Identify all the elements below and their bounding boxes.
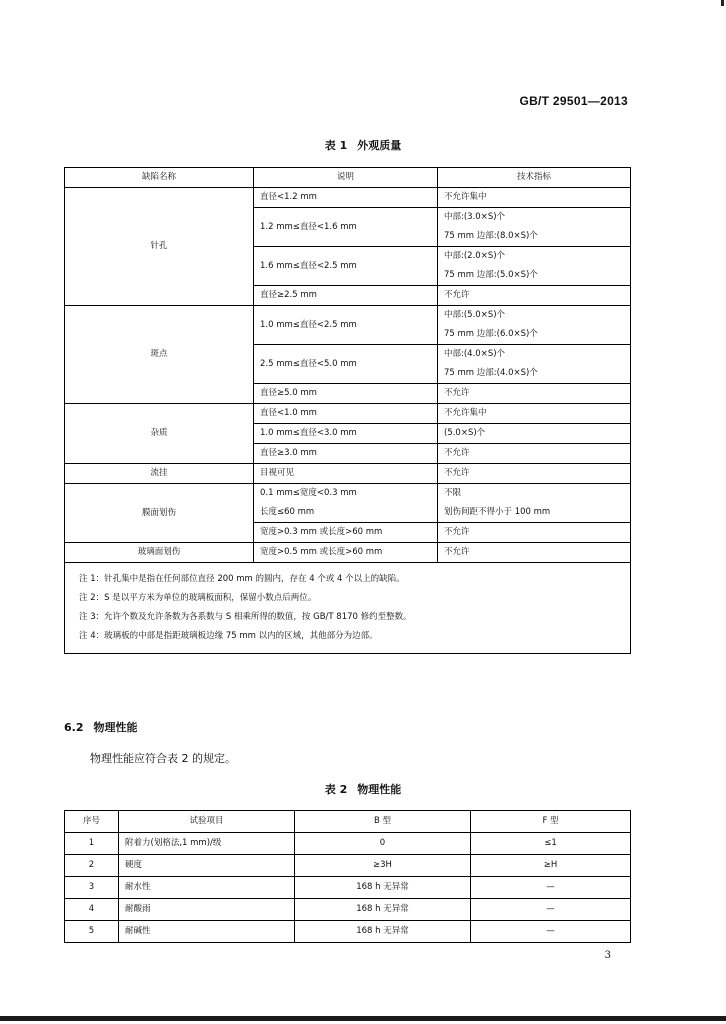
- seq-cell: 5: [65, 921, 119, 943]
- col-header-seq: 序号: [65, 811, 119, 833]
- description-cell: 直径≥3.0 mm: [254, 444, 438, 464]
- defect-name-cell: 膜面划伤: [65, 484, 254, 543]
- spec-line: 中部:(3.0×S)个: [444, 212, 506, 222]
- type-f-cell: ≥H: [471, 855, 631, 877]
- test-item-cell: 耐碱性: [119, 921, 295, 943]
- col-header-type-f: F 型: [471, 811, 631, 833]
- table-row: [65, 464, 631, 484]
- corner-scan-mark: [721, 0, 724, 6]
- description-cell: 直径≥2.5 mm: [254, 286, 438, 306]
- description-cell: [254, 484, 438, 523]
- col-header-type-b: B 型: [295, 811, 471, 833]
- defect-name-cell: 针孔: [65, 188, 254, 306]
- spec-cell: 不允许: [438, 384, 631, 404]
- section-heading: [64, 719, 138, 735]
- bottom-scan-border: [0, 1016, 726, 1021]
- section-number: 6.2: [64, 721, 84, 734]
- col-header-test-item: 试验项目: [119, 811, 295, 833]
- seq-cell: 4: [65, 899, 119, 921]
- spec-line: 中部:(5.0×S)个: [444, 310, 506, 320]
- seq-cell: 1: [65, 833, 119, 855]
- col-header-description: 说明: [254, 168, 438, 188]
- spec-cell: (5.0×S)个: [438, 424, 631, 444]
- spec-line: 中部:(4.0×S)个: [444, 349, 506, 359]
- spec-cell: 不允许: [438, 286, 631, 306]
- spec-line: 75 mm 边部:(5.0×S)个: [444, 270, 538, 280]
- spec-cell: [438, 484, 631, 523]
- table1-caption-title: 外观质量: [357, 139, 402, 152]
- spec-cell: [438, 306, 631, 345]
- description-cell: 1.0 mm≤直径<2.5 mm: [254, 306, 438, 345]
- table-notes-row: [65, 563, 631, 654]
- type-f-cell: —: [471, 899, 631, 921]
- table-row: [65, 306, 631, 345]
- col-header-spec: 技术指标: [438, 168, 631, 188]
- table-row: [65, 484, 631, 523]
- test-item-cell: 耐水性: [119, 877, 295, 899]
- test-item-cell: 附着力(划格法,1 mm)/级: [119, 833, 295, 855]
- table-note: 注 1：针孔集中是指在任何部位直径 200 mm 的圆内，存在 4 个或 4 个以上的缺陷。: [79, 574, 405, 584]
- type-b-cell: 0: [295, 833, 471, 855]
- table-row: [65, 833, 631, 855]
- table-row: [65, 188, 631, 208]
- defect-name-cell: 杂质: [65, 404, 254, 464]
- spec-cell: 不允许集中: [438, 188, 631, 208]
- table-row: [65, 899, 631, 921]
- table-notes: [65, 563, 631, 654]
- seq-cell: 3: [65, 877, 119, 899]
- table-note: 注 2：S 是以平方米为单位的玻璃板面积，保留小数点后两位。: [79, 593, 317, 603]
- appearance-quality-table: [64, 167, 631, 654]
- description-cell: 直径<1.2 mm: [254, 188, 438, 208]
- table1-caption: [0, 137, 726, 153]
- table-header-row: [65, 168, 631, 188]
- table2-caption: [0, 781, 726, 797]
- type-f-cell: ≤1: [471, 833, 631, 855]
- table2-caption-title: 物理性能: [357, 783, 402, 796]
- description-cell: 2.5 mm≤直径<5.0 mm: [254, 345, 438, 384]
- spec-line: 75 mm 边部:(8.0×S)个: [444, 231, 538, 241]
- type-f-cell: —: [471, 921, 631, 943]
- col-header-defect-name: 缺陷名称: [65, 168, 254, 188]
- table-row: [65, 877, 631, 899]
- physical-properties-table: [64, 810, 631, 943]
- description-cell: 目视可见: [254, 464, 438, 484]
- table-row: [65, 921, 631, 943]
- table-row: [65, 855, 631, 877]
- spec-cell: 不允许: [438, 543, 631, 563]
- type-b-cell: ≥3H: [295, 855, 471, 877]
- spec-cell: [438, 345, 631, 384]
- spec-cell: 不允许: [438, 444, 631, 464]
- spec-line: 不限: [444, 488, 462, 498]
- type-b-cell: 168 h 无异常: [295, 921, 471, 943]
- spec-cell: 不允许集中: [438, 404, 631, 424]
- test-item-cell: 耐酸雨: [119, 899, 295, 921]
- spec-line: 划伤间距不得小于 100 mm: [444, 507, 551, 517]
- description-cell: 直径<1.0 mm: [254, 404, 438, 424]
- section-paragraph: 物理性能应符合表 2 的规定。: [90, 752, 236, 765]
- table1-caption-number: 表 1: [324, 139, 348, 152]
- spec-cell: 不允许: [438, 464, 631, 484]
- spec-cell: 不允许: [438, 523, 631, 543]
- seq-cell: 2: [65, 855, 119, 877]
- table-note: 注 4：玻璃板的中部是指距玻璃板边缘 75 mm 以内的区域，其他部分为边部。: [79, 631, 378, 641]
- defect-name-cell: 玻璃面划伤: [65, 543, 254, 563]
- type-b-cell: 168 h 无异常: [295, 877, 471, 899]
- description-cell: 1.2 mm≤直径<1.6 mm: [254, 208, 438, 247]
- description-line: 0.1 mm≤宽度<0.3 mm: [260, 488, 357, 498]
- standard-code: GB/T 29501—2013: [519, 94, 628, 108]
- spec-cell: [438, 247, 631, 286]
- table2-caption-number: 表 2: [324, 783, 348, 796]
- type-b-cell: 168 h 无异常: [295, 899, 471, 921]
- test-item-cell: 硬度: [119, 855, 295, 877]
- defect-name-cell: 斑点: [65, 306, 254, 404]
- description-cell: 1.6 mm≤直径<2.5 mm: [254, 247, 438, 286]
- description-cell: 1.0 mm≤直径<3.0 mm: [254, 424, 438, 444]
- description-cell: 直径≥5.0 mm: [254, 384, 438, 404]
- type-f-cell: —: [471, 877, 631, 899]
- description-cell: 宽度>0.5 mm 或长度>60 mm: [254, 543, 438, 563]
- description-line: 长度≤60 mm: [260, 507, 315, 517]
- table-note: 注 3：允许个数及允许条数为各系数与 S 相乘所得的数值，按 GB/T 8170 修约至整数。: [79, 612, 412, 622]
- page-number: 3: [604, 950, 611, 961]
- table-row: [65, 543, 631, 563]
- spec-cell: [438, 208, 631, 247]
- description-cell: 宽度>0.3 mm 或长度>60 mm: [254, 523, 438, 543]
- spec-line: 中部:(2.0×S)个: [444, 251, 506, 261]
- section-title: 物理性能: [93, 721, 138, 734]
- spec-line: 75 mm 边部:(6.0×S)个: [444, 329, 538, 339]
- defect-name-cell: 流挂: [65, 464, 254, 484]
- table-header-row: [65, 811, 631, 833]
- table-row: [65, 404, 631, 424]
- spec-line: 75 mm 边部:(4.0×S)个: [444, 368, 538, 378]
